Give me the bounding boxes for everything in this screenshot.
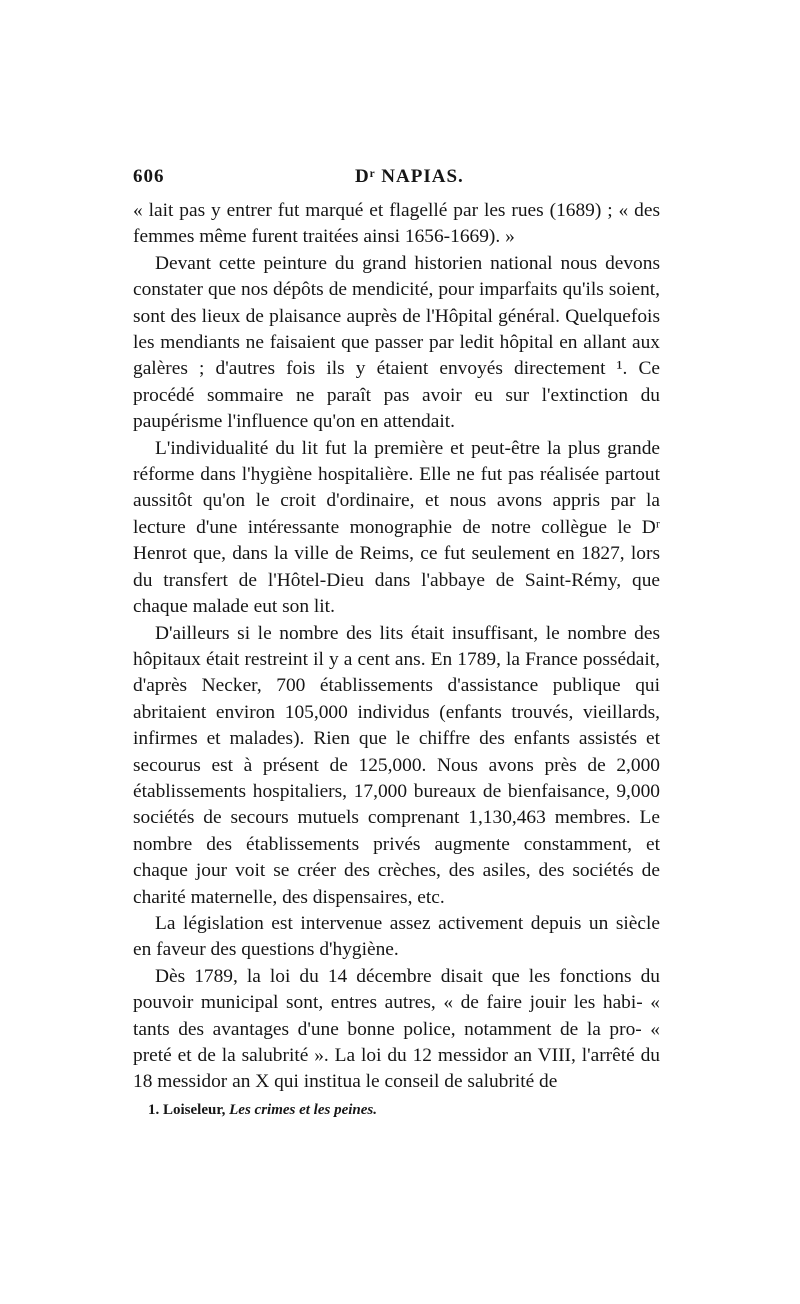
paragraph: L'individualité du lit fut la première et peut-être la plus grande réforme dans l'hygiène hospitalière. Elle ne fut pas réalisée partout aussitôt qu'on le croit d'ordinaire, et nous avons appris par la lecture d'une intéressante monographie de notre collègue le Dʳ Henrot que, dans la ville de Reims, ce fut seulement en 1827, lors du transfert de l'Hôtel-Dieu dans l'abbaye de Saint-Rémy, que chaque malade eut son lit. [133,437,660,618]
paragraph: Dès 1789, la loi du 14 décembre disait que les fonctions du pouvoir municipal sont, entres autres, « de faire jouir les habi- « tants des avantages d'une bonne police, notamment de la pro- « preté et de la salubrité ». La loi du 12 messidor an VIII, l'arrêté du 18 messidor an X qui institua le conseil de salubrité de [133,965,660,1093]
paragraph: D'ailleurs si le nombre des lits était insuffisant, le nombre des hôpitaux était restreint il y a cent ans. En 1789, la France possédait, d'après Necker, 700 établissements d'assistance publique qui abritaient environ 105,000 individus (enfants trouvés, vieillards, infirmes et malades). Rien que le chiffre des enfants assistés et secourus est à présent de 125,000. Nous avons près de 2,000 établissements hospitaliers, 17,000 bureaux de bienfaisance, 9,000 sociétés de secours mutuels comprenant 1,130,463 membres. Le nombre des établissements privés augmente constamment, et chaque jour voit se créer des crèches, des asiles, des sociétés de charité maternelle, des dispensaires, etc. [133,622,660,908]
paragraph: La législation est intervenue assez activement depuis un siècle en faveur des questions d'hygiène. [133,912,660,961]
footnote-title: Les crimes et les peines. [229,1102,378,1118]
paragraph: « lait pas y entrer fut marqué et flagellé par les rues (1689) ; « des femmes même furent traitées ainsi 1656-1669). » [133,200,660,248]
page-number: 606 [133,166,165,187]
paragraph: Devant cette peinture du grand historien national nous devons constater que nos dépôts de mendicité, pour imparfaits qu'ils soient, sont des lieux de plaisance auprès de l'Hôpital général. Quelquefois les mendiants ne faisaient que passer par ledit hôpital en allant aux galères ; d'autres fois ils y étaient envoyés directement ¹. Ce procédé sommaire ne paraît pas avoir eu sur l'extinction du paupérisme l'influence qu'on en attendait. [133,252,660,433]
page-header [133,166,663,192]
body-text [133,198,660,1096]
footnote [148,1100,648,1120]
footnote-marker: 1. [148,1102,160,1118]
footnote-author: Loiseleur, [163,1102,226,1118]
running-title: Dʳ NAPIAS. [355,166,464,187]
